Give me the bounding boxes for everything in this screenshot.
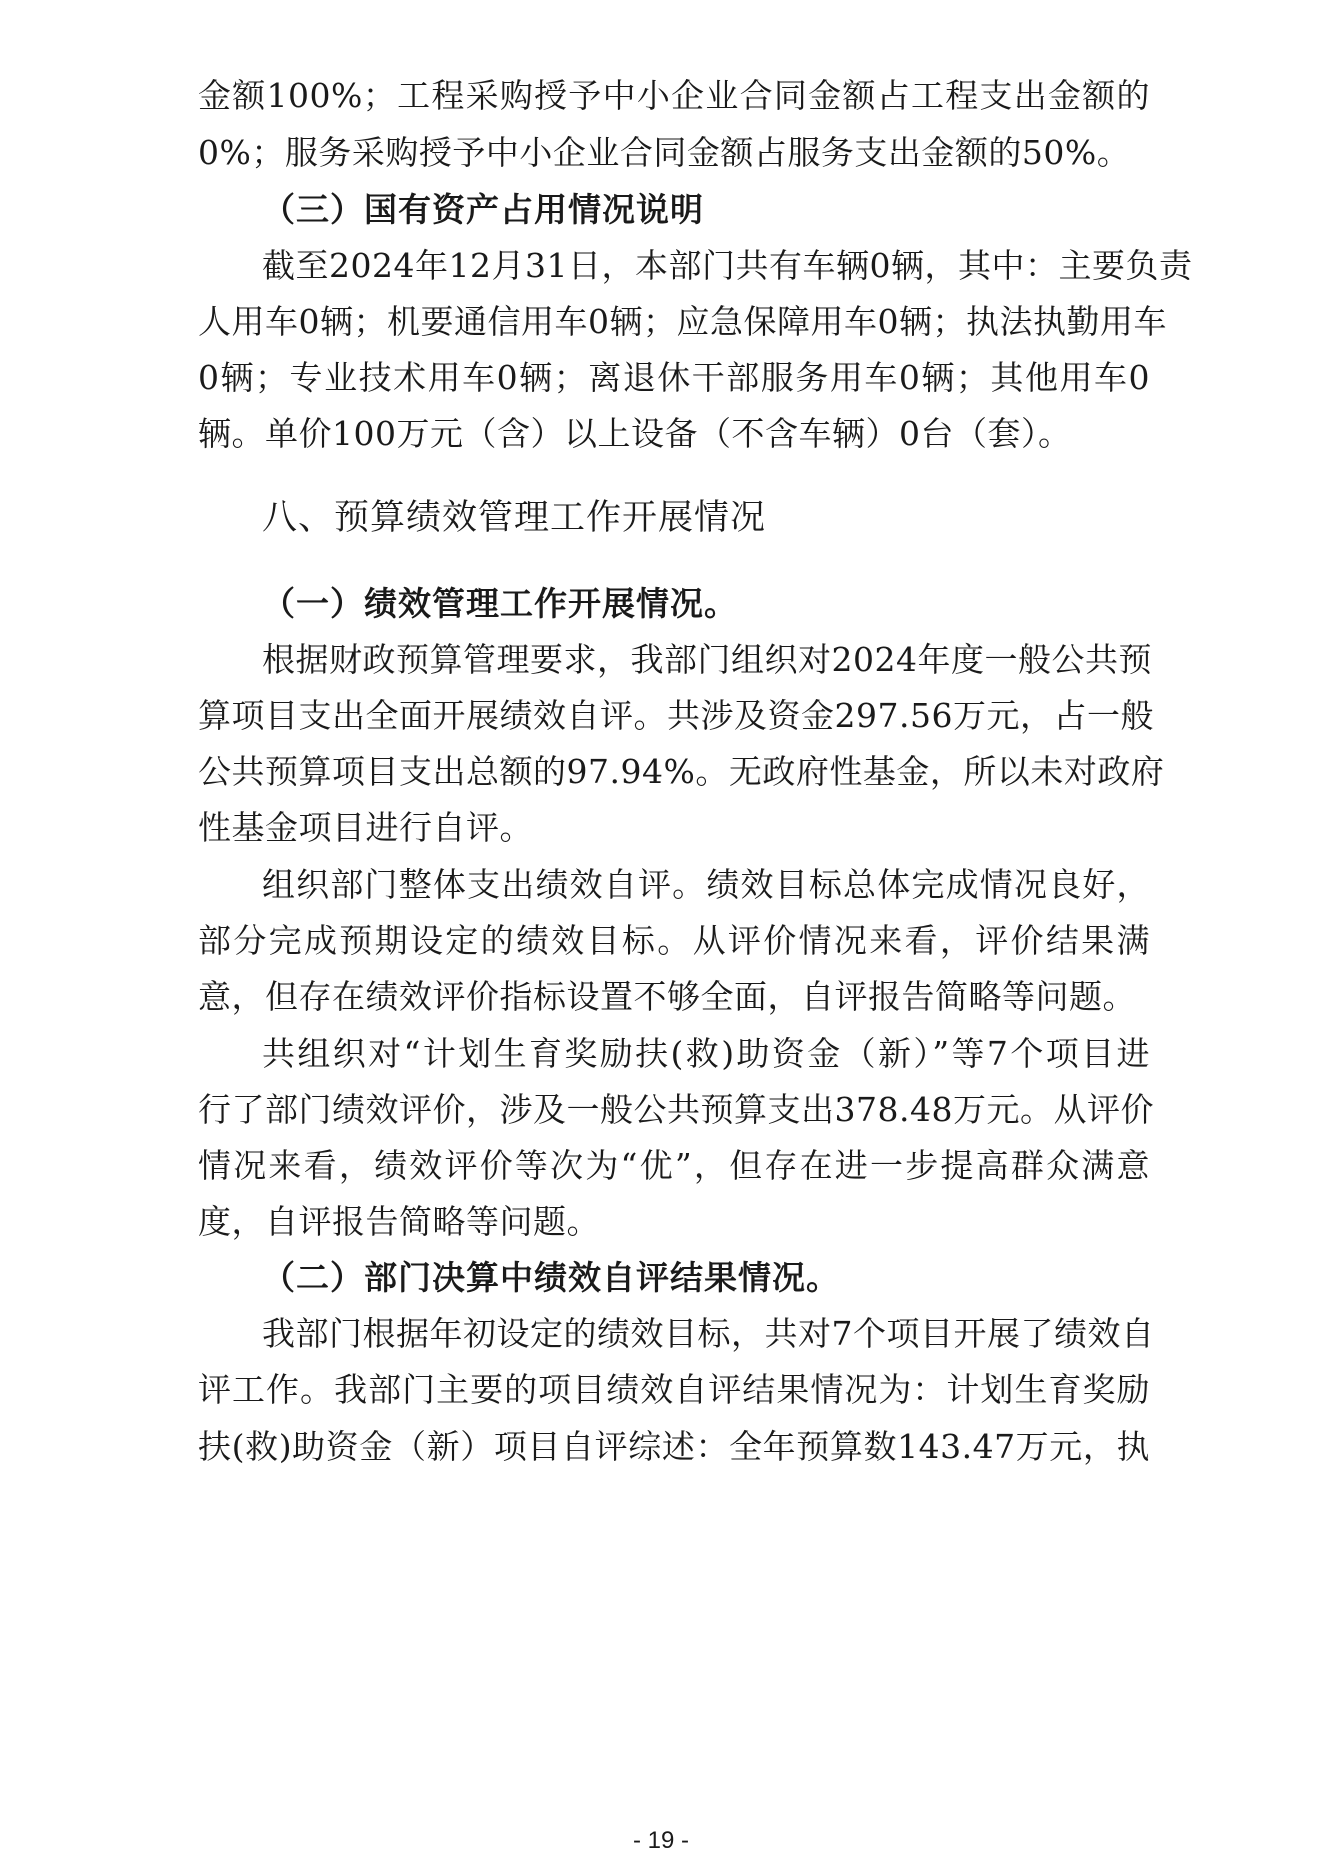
paragraph-line: 截至2024年12月31日，本部门共有车辆0辆，其中：主要负责 — [262, 246, 1193, 285]
paragraph-line: 组织部门整体支出绩效自评。绩效目标总体完成情况良好， — [262, 865, 1150, 904]
subsection-heading-assets: （三）国有资产占用情况说明 — [262, 190, 704, 229]
paragraph-line: 共组织对“计划生育奖励扶(救)助资金（新）”等7个项目进 — [262, 1034, 1150, 1073]
subsection-heading-perf-1: （一）绩效管理工作开展情况。 — [262, 584, 738, 623]
page-number: - 19 - — [632, 1827, 689, 1854]
paragraph-line: 金额100%；工程采购授予中小企业合同金额占工程支出金额的 — [198, 76, 1150, 115]
paragraph-line: 评工作。我部门主要的项目绩效自评结果情况为：计划生育奖励 — [198, 1370, 1150, 1409]
paragraph-line: 我部门根据年初设定的绩效目标，共对7个项目开展了绩效自 — [262, 1314, 1155, 1353]
paragraph-line: 部分完成预期设定的绩效目标。从评价情况来看，评价结果满 — [198, 921, 1150, 960]
paragraph-line: 行了部门绩效评价，涉及一般公共预算支出378.48万元。从评价 — [198, 1090, 1154, 1129]
paragraph-line: 公共预算项目支出总额的97.94%。无政府性基金，所以未对政府 — [198, 752, 1165, 791]
section-heading-8: 八、预算绩效管理工作开展情况 — [262, 498, 767, 538]
paragraph-line: 0%；服务采购授予中小企业合同金额占服务支出金额的50%。 — [198, 133, 1131, 172]
paragraph-line: 扶(救)助资金（新）项目自评综述：全年预算数143.47万元，执 — [198, 1427, 1150, 1466]
paragraph-line: 性基金项目进行自评。 — [198, 808, 533, 847]
paragraph-line: 人用车0辆；机要通信用车0辆；应急保障用车0辆；执法执勤用车 — [198, 302, 1167, 341]
paragraph-line: 算项目支出全面开展绩效自评。共涉及资金297.56万元，占一般 — [198, 696, 1154, 735]
paragraph-line: 度，自评报告简略等问题。 — [198, 1202, 600, 1241]
paragraph-line: 根据财政预算管理要求，我部门组织对2024年度一般公共预 — [262, 640, 1152, 679]
subsection-heading-perf-2: （二）部门决算中绩效自评结果情况。 — [262, 1258, 840, 1297]
paragraph-line: 0辆；专业技术用车0辆；离退休干部服务用车0辆；其他用车0 — [198, 358, 1150, 397]
paragraph-line: 辆。单价100万元（含）以上设备（不含车辆）0台（套）。 — [198, 414, 1072, 453]
paragraph-line: 情况来看，绩效评价等次为“优”，但存在进一步提高群众满意 — [198, 1146, 1150, 1185]
paragraph-line: 意，但存在绩效评价指标设置不够全面，自评报告简略等问题。 — [198, 977, 1136, 1016]
